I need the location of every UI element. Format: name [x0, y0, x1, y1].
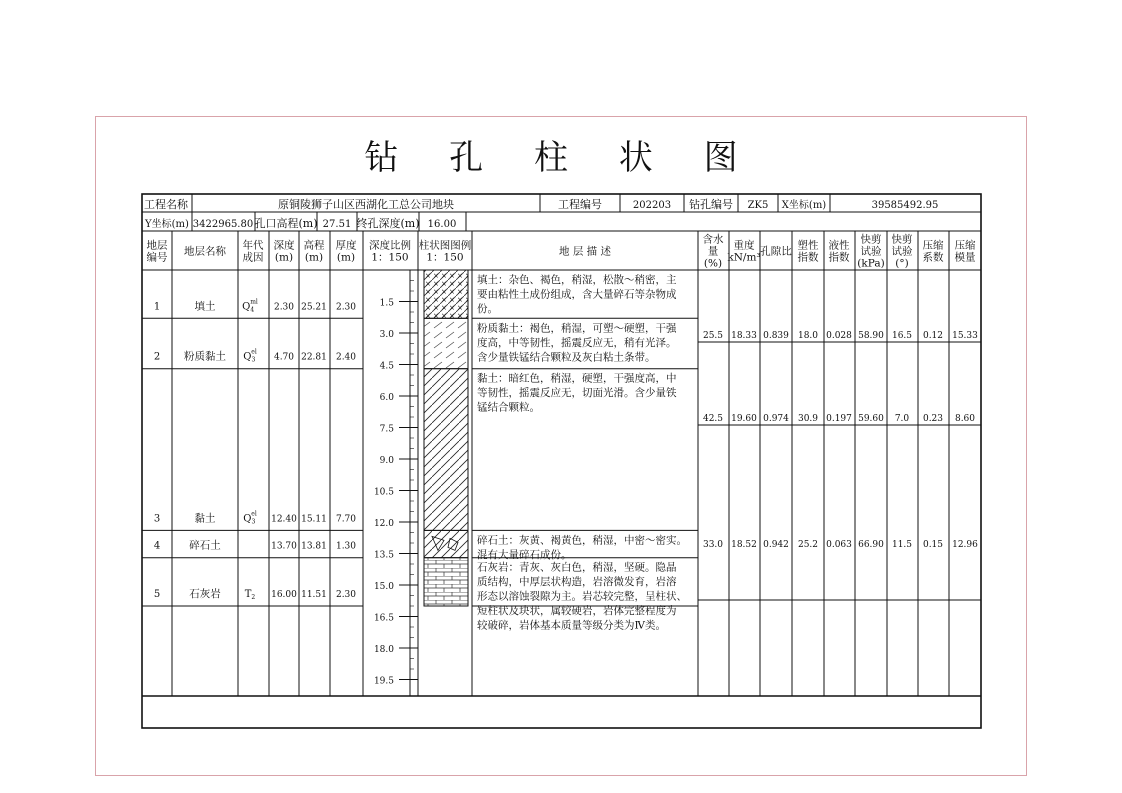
layer-depth: 13.70: [271, 541, 297, 552]
col-unit-weight: 重度: [733, 239, 755, 252]
layer-no: 3: [153, 513, 161, 525]
layer-elev: 15.11: [301, 514, 327, 525]
layer-elev: 22.81: [301, 352, 327, 363]
col-comp-coef: 系数: [922, 251, 944, 264]
layer-description: 形态以溶蚀裂隙为主。岩芯较完整，呈柱状、: [477, 590, 687, 603]
layer-description: 要由粘性土成份组成，含大量碎石等杂物成: [477, 288, 677, 301]
sample-plastic: 25.2: [797, 540, 819, 550]
col-age: 成因: [242, 251, 264, 264]
col-plastic: 指数: [797, 251, 819, 264]
sample-liquidity: 0.063: [826, 540, 852, 550]
sample-weight: 18.52: [731, 540, 757, 550]
col-depth: 深度: [273, 239, 295, 252]
layer-age: $Q_3el$: [243, 348, 257, 364]
depth-tick-label: 10.5: [373, 487, 394, 498]
col-elevation: 高程: [303, 239, 325, 252]
layer-name: 碎石土: [189, 539, 221, 552]
col-legend: 1：150: [426, 251, 464, 264]
col-depth-scale: 1：150: [371, 251, 409, 264]
layer-description: 锰结合颗粒。: [477, 401, 540, 414]
layer-description: 填土：杂色、褐色，稍湿，松散～稍密，主: [477, 274, 677, 286]
layer-elev: 25.21: [301, 302, 327, 313]
layer-elev: 11.51: [301, 590, 327, 600]
layer-age: $Q_4ml$: [242, 298, 258, 314]
depth-tick-label: 13.5: [373, 550, 394, 561]
col-shear-phi: 快剪: [891, 233, 913, 246]
layer-name: 填土: [194, 300, 216, 313]
col-depth: (m): [274, 251, 294, 264]
depth-tick-label: 15.0: [373, 582, 394, 592]
depth-tick-label: 12.0: [373, 519, 394, 529]
sample-liquidity: 0.197: [826, 414, 852, 424]
sample-weight: 18.33: [731, 331, 757, 341]
col-void-ratio: 孔隙比: [760, 245, 792, 258]
project-name-label: 工程名称: [144, 198, 188, 211]
x-coord: 39585492.95: [871, 200, 939, 211]
col-water: 量: [707, 245, 719, 258]
legend-cell: [424, 369, 468, 531]
sample-c: 66.90: [858, 540, 884, 550]
layer-depth: 2.30: [273, 302, 295, 313]
sample-a: 0.12: [922, 331, 944, 341]
col-age: 年代: [242, 239, 264, 252]
layer-description: 短柱状及块状，属较硬岩，岩体完整程度为: [477, 605, 677, 618]
layer-elev: 13.81: [301, 541, 327, 552]
layer-description: 黏土：暗红色，稍湿，硬塑，干强度高，中: [477, 372, 677, 385]
sample-phi: 11.5: [891, 540, 913, 550]
depth-tick-label: 18.0: [373, 645, 394, 655]
sample-phi: 16.5: [891, 331, 913, 341]
sample-water: 42.5: [702, 414, 724, 424]
depth-tick-label: 16.5: [373, 613, 394, 624]
layer-name: 黏土: [194, 512, 216, 525]
sample-water: 33.0: [702, 540, 724, 550]
legend-cell: [424, 270, 468, 318]
col-layer-no: 编号: [146, 251, 168, 264]
layer-description: 含少量铁锰结合颗粒及灰白粘土条带。: [477, 351, 656, 364]
project-name: 原铜陵狮子山区西湖化工总公司地块: [278, 198, 454, 211]
layer-description: 度高，中等韧性，摇震反应无，稍有光泽。: [477, 336, 677, 349]
col-layer-no: 地层: [146, 239, 168, 252]
col-thickness: 厚度: [335, 239, 357, 252]
layer-description: 份。: [477, 303, 498, 315]
layer-depth: 12.40: [271, 514, 297, 525]
y-coord-label: Y坐标(m): [145, 219, 189, 230]
project-no-label: 工程编号: [558, 198, 602, 211]
sample-a: 0.23: [922, 414, 944, 424]
final-depth-label: 终孔深度(m): [356, 217, 420, 230]
col-shear-c: 快剪: [860, 233, 882, 246]
col-layer-name: 地层名称: [184, 245, 226, 258]
elev: 27.51: [322, 219, 352, 230]
layer-depth: 16.00: [271, 590, 297, 600]
depth-tick-label: 19.5: [373, 676, 394, 687]
layer-description: 混有大量碎石成份。: [477, 548, 572, 561]
col-depth-scale: 深度比例: [369, 239, 411, 252]
sample-void: 0.942: [763, 540, 789, 550]
layer-age: $Q_3el$: [243, 510, 257, 526]
layer-description: 质结构，中厚层状构造，岩溶微发育，岩溶: [477, 576, 677, 589]
x-coord-label: X坐标(m): [781, 200, 827, 211]
sample-liquidity: 0.028: [826, 331, 852, 341]
col-shear-phi: (°): [895, 257, 909, 270]
col-description: 地 层 描 述: [558, 245, 612, 258]
col-liquidity: 指数: [828, 251, 850, 264]
col-thickness: (m): [336, 251, 356, 264]
col-shear-phi: 试验: [891, 245, 913, 258]
depth-tick-label: 6.0: [379, 393, 394, 403]
sample-c: 59.60: [858, 414, 884, 424]
legend-cell: [424, 558, 468, 606]
col-water: (%): [703, 257, 723, 270]
layer-depth: 4.70: [273, 352, 295, 363]
layer-name: 石灰岩: [189, 588, 221, 600]
layer-thick: 2.30: [335, 590, 357, 600]
sample-weight: 19.60: [731, 414, 757, 424]
col-comp-mod: 压缩: [954, 239, 976, 252]
col-legend: 柱状图图例: [418, 239, 472, 252]
col-plastic: 塑性: [797, 239, 819, 252]
legend-cell: [424, 530, 468, 557]
sample-es: 12.96: [952, 540, 978, 550]
layer-description: 较破碎，岩体基本质量等级分类为Ⅳ类。: [477, 619, 666, 632]
sample-void: 0.839: [763, 331, 789, 341]
layer-no: 2: [153, 351, 161, 363]
layer-thick: 2.30: [335, 302, 357, 313]
layer-description: 碎石土：灰黄、褐黄色，稍湿，中密～密实。: [477, 534, 687, 547]
col-elevation: (m): [304, 251, 324, 264]
sample-es: 8.60: [954, 414, 976, 424]
col-liquidity: 液性: [828, 239, 850, 252]
col-water: 含水: [702, 233, 724, 246]
col-shear-c: (kPa): [857, 257, 885, 270]
layer-description: 石灰岩：青灰、灰白色，稍湿，坚硬。隐晶: [477, 561, 677, 574]
layer-no: 4: [153, 540, 161, 552]
sample-a: 0.15: [922, 540, 944, 550]
sample-es: 15.33: [952, 331, 978, 341]
col-comp-mod: 模量: [954, 251, 976, 264]
layer-thick: 1.30: [335, 541, 357, 552]
sample-c: 58.90: [858, 331, 884, 341]
hole-no: ZK5: [747, 200, 769, 211]
sample-plastic: 18.0: [797, 331, 819, 341]
legend-cell: [424, 318, 468, 368]
layer-description: 粉质黏土：褐色，稍湿，可塑～硬塑，干强: [477, 322, 677, 335]
col-shear-c: 试验: [860, 245, 882, 258]
layer-age: $T_2$: [244, 589, 256, 601]
layer-no: 5: [153, 589, 161, 600]
elev-label: 孔口高程(m): [254, 217, 318, 230]
col-unit-weight: kN/m³: [727, 251, 761, 264]
depth-tick-label: 4.5: [379, 361, 394, 372]
sample-void: 0.974: [763, 414, 789, 424]
layer-no: 1: [153, 301, 161, 313]
depth-tick-label: 7.5: [379, 424, 394, 435]
depth-tick-label: 9.0: [379, 456, 394, 466]
final-depth: 16.00: [427, 219, 457, 230]
sample-water: 25.5: [702, 331, 724, 341]
sample-phi: 7.0: [894, 414, 910, 424]
layer-description: 等韧性，摇震反应无，切面光滑。含少量铁: [477, 387, 677, 400]
page-title: 钻 孔 柱 状 图: [364, 138, 758, 178]
layer-name: 粉质黏土: [184, 350, 226, 363]
project-no: 202203: [632, 200, 672, 211]
layer-thick: 2.40: [335, 352, 357, 363]
y-coord: 3422965.80: [192, 219, 254, 230]
col-comp-coef: 压缩: [922, 239, 944, 252]
depth-tick-label: 3.0: [379, 330, 394, 340]
layer-thick: 7.70: [335, 514, 357, 525]
depth-tick-label: 1.5: [379, 298, 394, 309]
sample-plastic: 30.9: [797, 414, 819, 424]
hole-no-label: 钻孔编号: [689, 198, 733, 211]
